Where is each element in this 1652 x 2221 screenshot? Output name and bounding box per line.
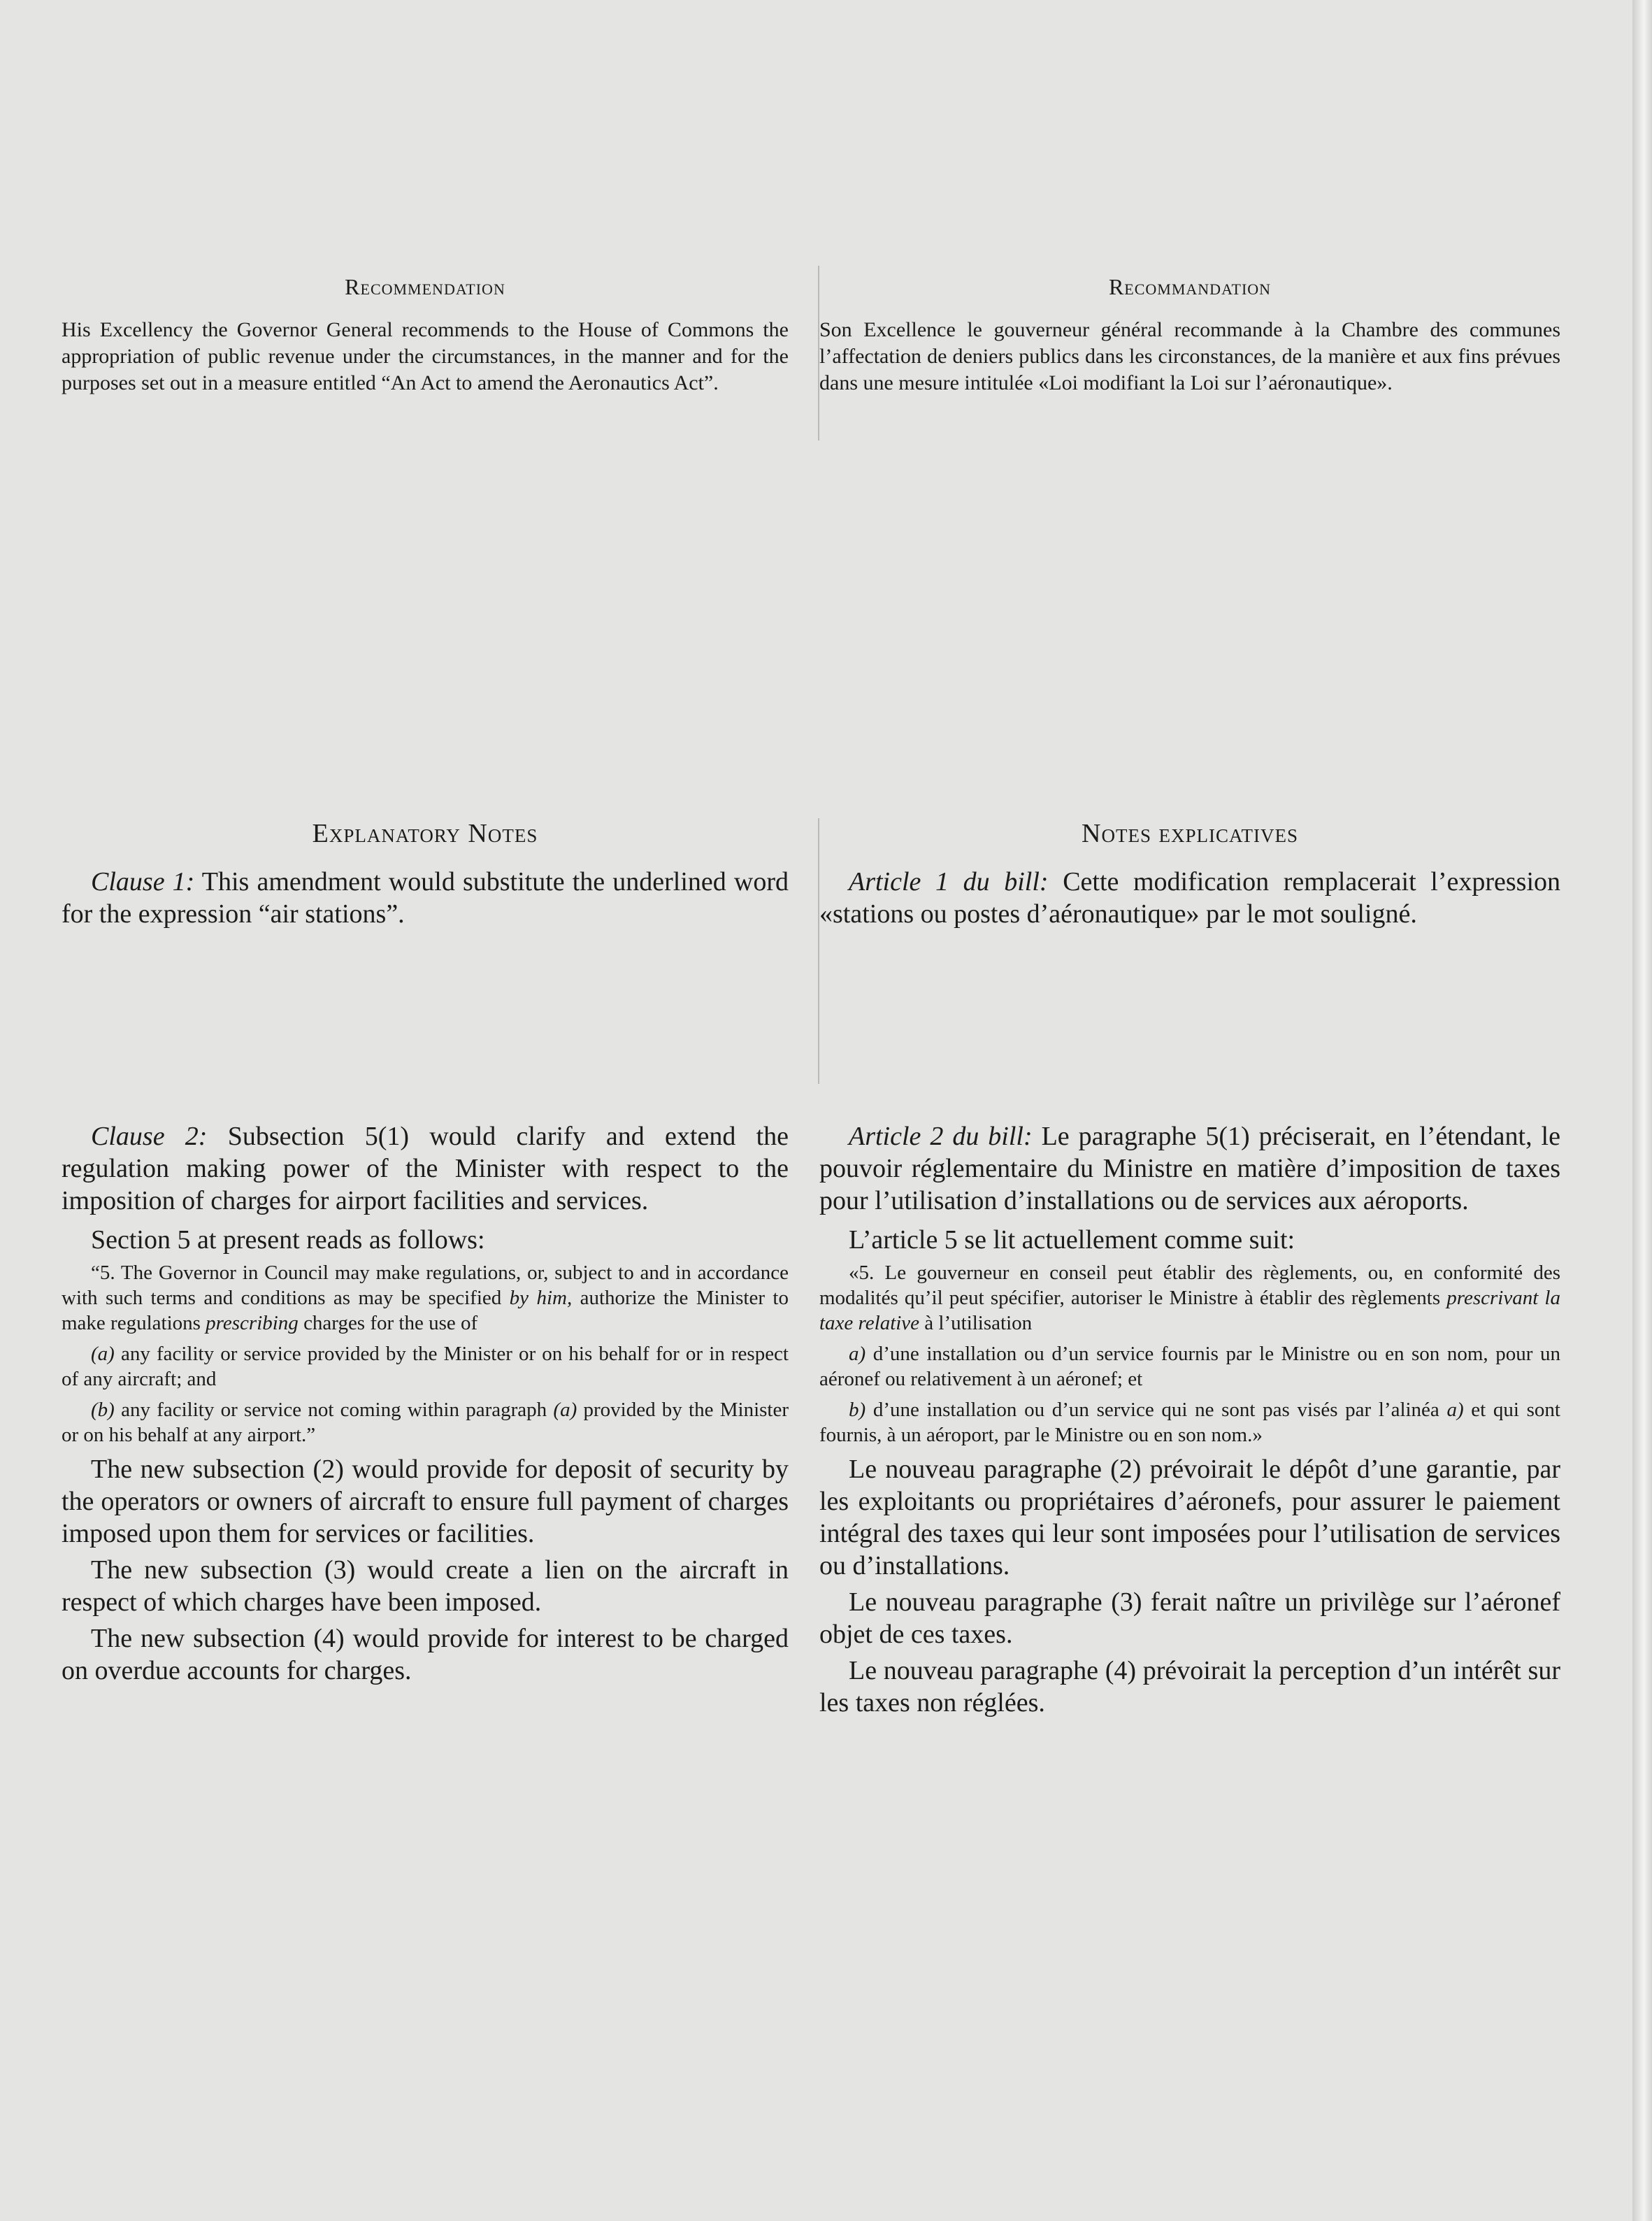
article-1-text: Cette modification remplacerait l’expression «stations ou postes d’aéronautique» par le mot souligné.: [819, 867, 1560, 929]
nouveau-paragraphe-2-note: Le nouveau paragraphe (2) prévoirait le dépôt d’une garantie, par les exploitants ou propriétaires d’aéronefs, pour assurer le paiement intégral des taxes qui leur sont imposées pour l’utilisation de services ou d’installations.: [819, 1455, 1560, 1580]
alinea-a-text: d’une installation ou d’un service fournis par le Ministre ou en son nom, pour un aéronef ou relativement à un aéronef; et: [819, 1343, 1560, 1390]
clause-2-note: [62, 1120, 789, 1217]
clause-2-text: Subsection 5(1) would clarify and extend the regulation making power of the Minister with respect to the imposition of charges for airport facilities and services.: [62, 1122, 789, 1215]
new-subsection-3-note: The new subsection (3) would create a lien on the aircraft in respect of which charges have been imposed.: [62, 1555, 789, 1617]
nouveau-paragraphe-4-note: Le nouveau paragraphe (4) prévoirait la perception d’un intérêt sur les taxes non réglées.: [819, 1656, 1560, 1717]
new-subsection-2-note: The new subsection (2) would provide for deposit of security by the operators or owners of aircraft to ensure full payment of charges imposed upon them for services or facilities.: [62, 1455, 789, 1548]
paragraph-b-reference: (a): [553, 1399, 577, 1421]
alinea-b-label: b): [849, 1399, 866, 1421]
quote-text-part: charges for the use of: [298, 1312, 478, 1334]
quote-text-part: authorize the Minister to make regulations: [62, 1287, 789, 1334]
recommendation-heading-en: Recommendation: [345, 274, 505, 299]
quote-italic-part: by him,: [509, 1287, 573, 1309]
clause-2-label: Clause 2:: [91, 1122, 208, 1151]
article-2-text: Le paragraphe 5(1) préciserait, en l’étendant, le pouvoir réglementaire du Ministre en matière d’imposition de taxes pour l’utilisation d’installations ou de services aux aéroports.: [819, 1122, 1560, 1215]
english-column: [62, 266, 789, 1685]
article-2-label: Article 2 du bill:: [849, 1122, 1033, 1151]
clause-1-note: [62, 866, 789, 930]
clause-1-text: This amendment would substitute the underlined word for the expression “air stations”.: [62, 867, 789, 929]
clause-2-block-en: [62, 1120, 789, 1687]
article-5-alinea-b: [819, 1397, 1560, 1448]
paragraph-b-text: provided by the Minister or on his behalf at any airport.”: [62, 1399, 789, 1446]
quote-text-part: à l’utilisation: [919, 1312, 1033, 1334]
paragraph-a-label: (a): [91, 1343, 115, 1365]
quote-text-part: «5. Le gouverneur en conseil peut établir des règlements, ou, en conformité des modalités qu’il peut spécifier, autoriser le Ministre à établir des règlements: [819, 1262, 1560, 1309]
quote-text-part: “5. The Governor in Council may make regulations, or, subject to and in accordance with such terms and conditions as may be specified: [62, 1262, 789, 1309]
section-5-paragraph-b: [62, 1397, 789, 1448]
nouveau-paragraphe-3-note: Le nouveau paragraphe (3) ferait naître un privilège sur l’aéronef objet de ces taxes.: [819, 1587, 1560, 1649]
notes-explicatives-heading: Notes explicatives: [1082, 819, 1298, 848]
alinea-b-reference: a): [1446, 1399, 1464, 1421]
section-5-quote: [62, 1260, 789, 1336]
new-subsection-4-note: The new subsection (4) would provide for interest to be charged on overdue accounts for charges.: [62, 1624, 789, 1685]
clause-1-label: Clause 1:: [91, 867, 195, 897]
paragraph-a-text: any facility or service provided by the Minister or on his behalf for or in respect of any aircraft; and: [62, 1343, 789, 1390]
quote-italic-part: prescrivant la taxe relative: [819, 1287, 1560, 1334]
recommendation-text-fr: Son Excellence le gouverneur général recommande à la Chambre des communes l’affectation de deniers publics dans les circonstances, de la manière et aux fins prévues dans une mesure intitulée «Loi modifiant la Loi sur l’aéronautique».: [819, 318, 1560, 394]
recommendation-text-en: His Excellency the Governor General recommends to the House of Commons the appropriation of public revenue under the circumstances, in the manner and for the purposes set out in a measure entitled “An Act to amend the Aeronautics Act”.: [62, 318, 789, 394]
alinea-a-label: a): [849, 1343, 866, 1365]
quote-italic-part: prescribing: [206, 1312, 299, 1334]
article-2-note: [819, 1120, 1560, 1217]
alinea-b-text: d’une installation ou d’un service qui ne sont pas visés par l’alinéa: [865, 1399, 1447, 1421]
article-2-block-fr: [819, 1120, 1560, 1719]
page-edge-shadow: [1632, 0, 1652, 2221]
french-column: [819, 266, 1560, 1717]
article-5-alinea-a: [819, 1341, 1560, 1392]
column-divider-middle: [818, 818, 819, 1084]
paragraph-b-text: any facility or service not coming within paragraph: [114, 1399, 554, 1421]
article-1-note: [819, 866, 1560, 930]
paragraph-b-label: (b): [91, 1399, 115, 1421]
article-1-label: Article 1 du bill:: [849, 867, 1049, 897]
alinea-b-text: et qui sont fournis, à un aéroport, par le Ministre ou en son nom.»: [819, 1399, 1560, 1446]
article-5-intro: L’article 5 se lit actuellement comme suit:: [849, 1225, 1295, 1255]
section-5-paragraph-a: [62, 1341, 789, 1392]
explanatory-notes-heading: Explanatory Notes: [312, 819, 538, 848]
recommendation-heading-fr: Recommandation: [1108, 274, 1272, 299]
section-5-intro: Section 5 at present reads as follows:: [91, 1225, 485, 1255]
article-5-quote: [819, 1260, 1560, 1336]
